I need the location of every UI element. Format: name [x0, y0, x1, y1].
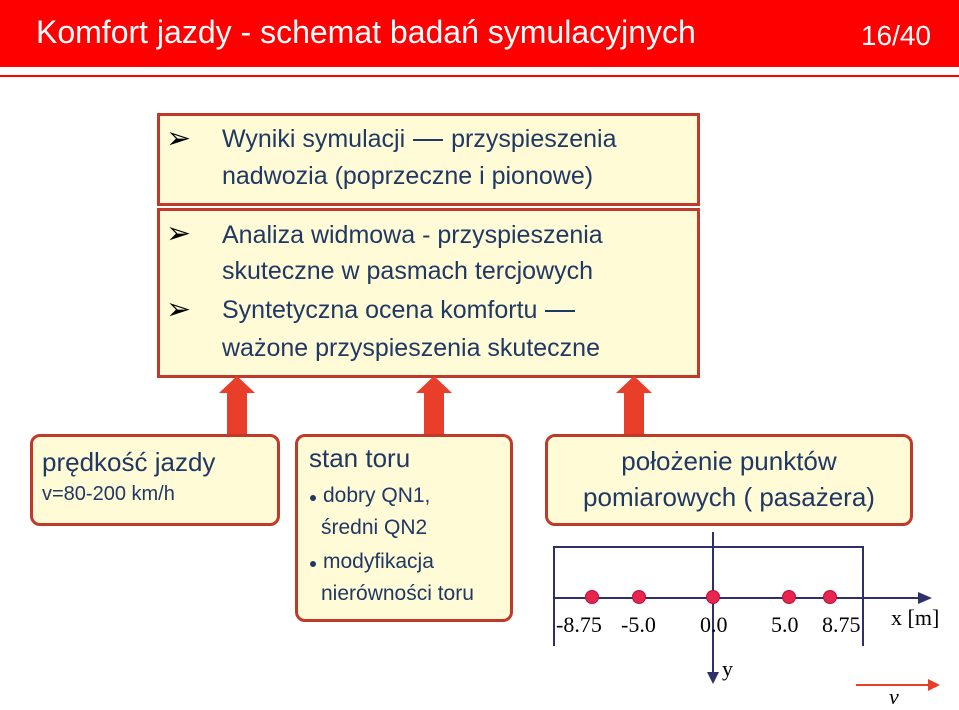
measurement-point: [632, 590, 646, 604]
y-axis-arrowhead: [707, 672, 719, 684]
velocity-arrowhead-icon: [928, 679, 940, 691]
arrow-bullet-icon: ➢: [166, 293, 192, 326]
speed-label: prędkość jazdy: [42, 447, 216, 477]
axis-left-bracket: [553, 546, 555, 646]
comfort-line-2: ważone przyspieszenia skuteczne: [222, 334, 600, 362]
arrow-bullet-icon: ➢: [166, 217, 192, 250]
page-number: 16/40: [860, 20, 931, 51]
measurement-point: [706, 590, 720, 604]
track-item-1b: średni QN2: [321, 516, 428, 539]
analysis-line-1: Analiza widmowa - przyspieszenia: [222, 221, 603, 249]
position-line-2: pomiarowych ( pasażera): [583, 482, 875, 512]
track-heading: stan toru: [309, 443, 411, 473]
dash-icon: [413, 139, 443, 141]
bullet-icon: [310, 495, 316, 501]
track-item-1a: dobry QN1,: [323, 484, 431, 507]
axis-top-line: [553, 546, 863, 548]
page-title: Komfort jazdy - schemat badań symulacyjnych: [36, 14, 696, 50]
tick-label: 5.0: [771, 612, 799, 637]
title-bar: [0, 0, 959, 67]
axis-right-bracket: [862, 546, 864, 646]
up-arrow-icon: [622, 376, 646, 436]
tick-label: 8.75: [822, 612, 861, 637]
bullet-icon: [310, 561, 316, 567]
comfort-line-1: [222, 294, 583, 326]
measurement-point: [782, 590, 796, 604]
tick-label: -8.75: [556, 612, 602, 637]
x-axis: [553, 597, 920, 599]
results-line-2: nadwozia (poprzeczne i pionowe): [222, 162, 594, 190]
x-axis-arrowhead: [918, 592, 932, 604]
results-line-1b: przyspieszenia: [451, 125, 617, 153]
results-line-1a: Wyniki symulacji: [222, 125, 406, 153]
comfort-label: Syntetyczna ocena komfortu: [222, 296, 538, 324]
divider: [0, 75, 959, 77]
up-arrow-icon: [422, 376, 446, 436]
tick-label: -5.0: [621, 612, 656, 637]
dash-icon: [545, 310, 575, 312]
position-line-1: położenie punktów: [621, 446, 837, 476]
measurement-point: [823, 590, 837, 604]
x-axis-label: x [m]: [891, 605, 940, 630]
results-line-1: [222, 123, 617, 155]
tick-label: 0.0: [700, 612, 728, 637]
y-axis-label: y: [722, 656, 733, 681]
up-arrow-icon: [225, 376, 249, 436]
analysis-line-2: skuteczne w pasmach tercjowych: [222, 257, 593, 285]
velocity-label: v: [889, 684, 899, 709]
track-item-2a: modyfikacja: [323, 550, 434, 573]
measurement-point: [585, 590, 599, 604]
track-item-2b: nierówności toru: [321, 582, 474, 605]
speed-value: v=80-200 km/h: [42, 483, 175, 505]
arrow-bullet-icon: ➢: [166, 122, 192, 155]
